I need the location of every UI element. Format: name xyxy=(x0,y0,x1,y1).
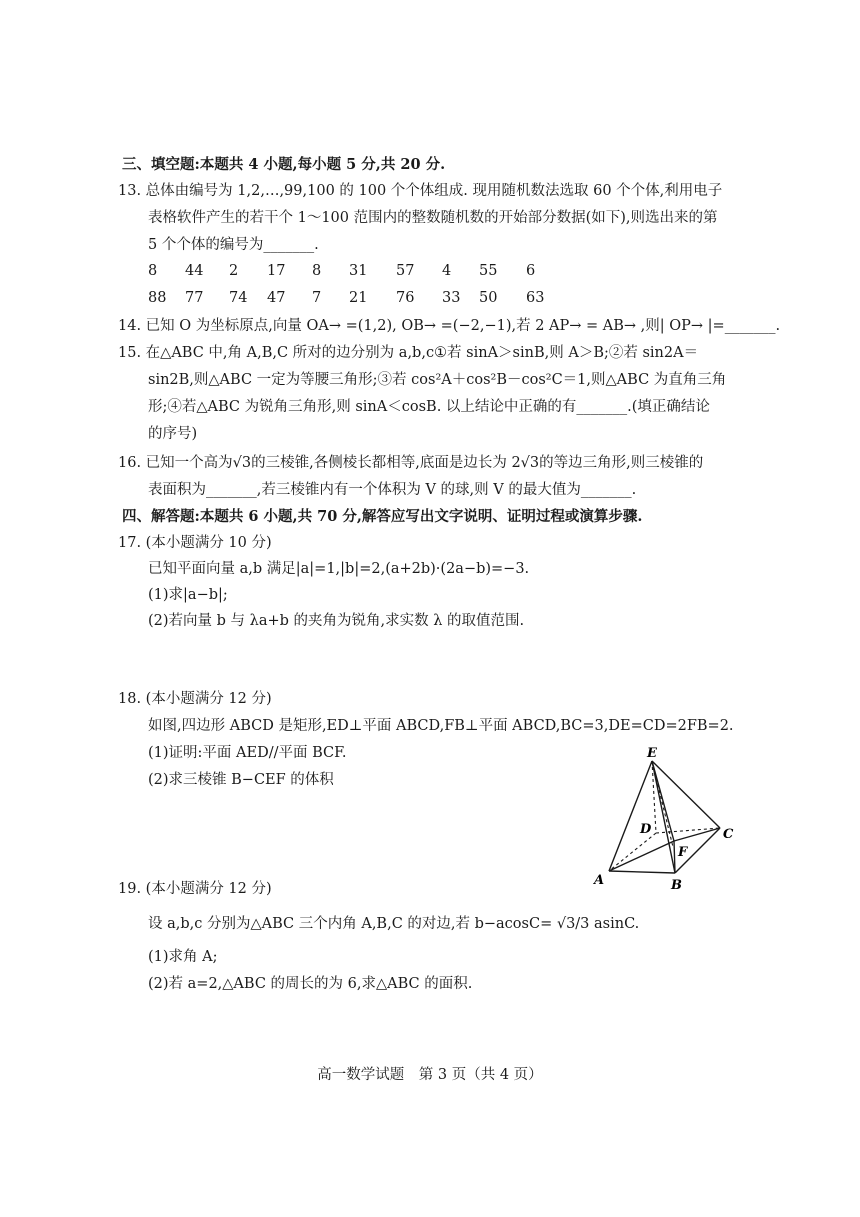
q19-line-3: (1)求角 A; xyxy=(148,949,218,965)
section-3-heading: 三、填空题:本题共 4 小题,每小题 5 分,共 20 分. xyxy=(122,156,446,173)
random-number: 44 xyxy=(185,263,204,279)
pyramid-figure xyxy=(580,745,750,893)
random-number: 4 xyxy=(442,263,452,279)
random-number: 74 xyxy=(229,290,248,306)
q19-line-2: 设 a,b,c 分别为△ABC 三个内角 A,B,C 的对边,若 b−acosC= √3/3 asinC. xyxy=(148,916,640,932)
label-B: B xyxy=(671,878,682,893)
random-number: 33 xyxy=(442,290,461,306)
label-F: F xyxy=(678,845,688,860)
random-number: 76 xyxy=(396,290,415,306)
random-number: 7 xyxy=(312,290,322,306)
q16-line-2: 表面积为_______,若三棱锥内有一个体积为 V 的球,则 V 的最大值为_______. xyxy=(148,482,637,498)
random-number: 63 xyxy=(526,290,545,306)
random-number: 47 xyxy=(267,290,286,306)
random-number: 6 xyxy=(526,263,536,279)
random-number: 88 xyxy=(148,290,167,306)
q13-line-1: 13. 总体由编号为 1,2,…,99,100 的 100 个个体组成. 现用随机数法选取 60 个个体,利用电子 xyxy=(118,183,723,199)
edge-FB xyxy=(674,841,675,873)
q18-line-3: (1)证明:平面 AED//平面 BCF. xyxy=(148,745,347,761)
q17-line-2: 已知平面向量 a,b 满足|a|=1,|b|=2,(a+2b)·(2a−b)=−3. xyxy=(148,561,530,577)
q17-line-3: (1)求|a−b|; xyxy=(148,587,228,603)
q18-line-4: (2)求三棱锥 B−CEF 的体积 xyxy=(148,772,334,788)
q15-line-1: 15. 在△ABC 中,角 A,B,C 所对的边分别为 a,b,c①若 sinA＞sinB,则 A＞B;②若 sin2A＝ xyxy=(118,345,699,361)
q17-line-4: (2)若向量 b 与 λa+b 的夹角为锐角,求实数 λ 的取值范围. xyxy=(148,613,525,629)
random-number: 2 xyxy=(229,263,239,279)
label-C: C xyxy=(723,827,734,842)
q18-line-2: 如图,四边形 ABCD 是矩形,ED⊥平面 ABCD,FB⊥平面 ABCD,BC=3,DE=CD=2FB=2. xyxy=(148,718,734,734)
q19-line-4: (2)若 a=2,△ABC 的周长的为 6,求△ABC 的面积. xyxy=(148,976,473,992)
random-number: 8 xyxy=(148,263,158,279)
random-number: 55 xyxy=(479,263,498,279)
q19-line-1: 19. (本小题满分 12 分) xyxy=(118,881,272,897)
edge-EC xyxy=(652,761,720,828)
random-number: 17 xyxy=(267,263,286,279)
page-footer: 高一数学试题 第 3 页（共 4 页） xyxy=(317,1067,543,1083)
q13-line-2: 表格软件产生的若干个 1～100 范围内的整数随机数的开始部分数据(如下),则选出来的第 xyxy=(148,210,718,226)
random-number: 8 xyxy=(312,263,322,279)
label-A: A xyxy=(594,873,605,888)
q15-line-3: 形;④若△ABC 为锐角三角形,则 sinA＜cosB. 以上结论中正确的有_______.(填正确结论 xyxy=(148,399,710,415)
random-number: 77 xyxy=(185,290,204,306)
q15-line-2: sin2B,则△ABC 一定为等腰三角形;③若 cos²A＋cos²B－cos²C＝1,则△ABC 为直角三角 xyxy=(148,372,727,388)
q14-line-1: 14. 已知 O 为坐标原点,向量 OA→ =(1,2), OB→ =(−2,−1),若 2 AP→ = AB→ ,则| OP→ |=_______. xyxy=(118,318,781,334)
q13-line-3: 5 个个体的编号为_______. xyxy=(148,237,319,253)
random-number: 31 xyxy=(349,263,368,279)
label-E: E xyxy=(647,746,657,761)
label-D: D xyxy=(640,822,652,837)
random-number: 57 xyxy=(396,263,415,279)
q18-line-1: 18. (本小题满分 12 分) xyxy=(118,691,272,707)
random-number: 21 xyxy=(349,290,368,306)
edge-AB xyxy=(609,871,675,873)
section-4-heading: 四、解答题:本题共 6 小题,共 70 分,解答应写出文字说明、证明过程或演算步骤. xyxy=(122,508,643,525)
q17-line-1: 17. (本小题满分 10 分) xyxy=(118,535,272,551)
random-number: 50 xyxy=(479,290,498,306)
q16-line-1: 16. 已知一个高为√3的三棱锥,各侧棱长都相等,底面是边长为 2√3的等边三角形,则三棱锥的 xyxy=(118,455,704,471)
q15-line-4: 的序号) xyxy=(148,426,198,442)
